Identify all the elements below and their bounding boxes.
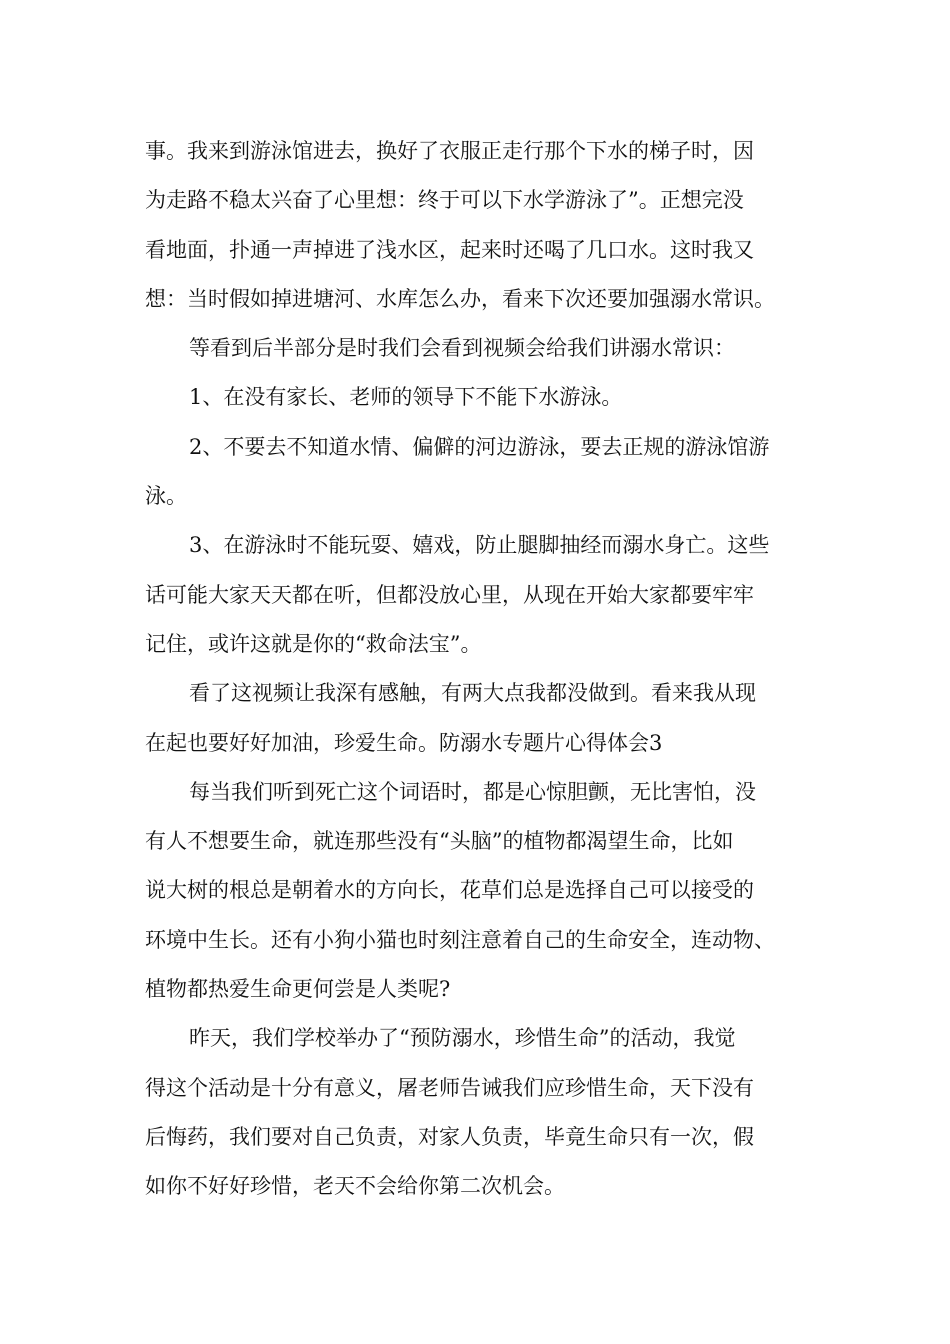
text-line: 环境中生长。还有小狗小猫也时刻注意着自己的生命安全，连动物、 xyxy=(145,927,775,952)
text-line: 得这个活动是十分有意义，屠老师告诫我们应珍惜生命，天下没有 xyxy=(145,1075,754,1100)
text-line: 1、在没有家长、老师的领导下不能下水游泳。 xyxy=(189,385,623,410)
text-line: 3、在游泳时不能玩耍、嬉戏，防止腿脚抽经而溺水身亡。这些 xyxy=(189,533,770,558)
text-line: 有人不想要生命，就连那些没有“头脑”的植物都渴望生命，比如 xyxy=(145,829,734,854)
text-line: 等看到后半部分是时我们会看到视频会给我们讲溺水常识： xyxy=(189,336,735,361)
text-line: 每当我们听到死亡这个词语时，都是心惊胆颤，无比害怕，没 xyxy=(189,779,756,804)
text-line: 话可能大家天天都在听，但都没放心里，从现在开始大家都要牢牢 xyxy=(145,582,754,607)
text-line: 想：当时假如掉进塘河、水库怎么办，看来下次还要加强溺水常识。 xyxy=(145,286,775,311)
text-line: 如你不好好珍惜，老天不会给你第二次机会。 xyxy=(145,1174,565,1199)
text-line: 看了这视频让我深有感触，有两大点我都没做到。看来我从现 xyxy=(189,681,756,706)
text-line: 为走路不稳太兴奋了心里想：终于可以下水学游泳了”。正想完没 xyxy=(145,188,744,213)
text-line: 昨天，我们学校举办了“预防溺水，珍惜生命”的活动，我觉 xyxy=(189,1026,736,1051)
text-line: 植物都热爱生命更何尝是人类呢? xyxy=(145,977,451,1002)
text-line: 泳。 xyxy=(145,484,187,509)
text-line: 在起也要好好加油，珍爱生命。防溺水专题片心得体会3 xyxy=(145,730,663,755)
text-line: 2、不要去不知道水情、偏僻的河边游泳，要去正规的游泳馆游 xyxy=(189,434,770,459)
text-line: 看地面，扑通一声掉进了浅水区，起来时还喝了几口水。这时我又 xyxy=(145,237,754,262)
text-line: 说大树的根总是朝着水的方向长，花草们总是选择自己可以接受的 xyxy=(145,878,754,903)
text-line: 事。我来到游泳馆进去，换好了衣服正走行那个下水的梯子时，因 xyxy=(145,139,754,163)
text-line: 后悔药，我们要对自己负责，对家人负责，毕竟生命只有一次，假 xyxy=(145,1124,754,1149)
document-body xyxy=(145,127,835,1212)
text-line: 记住，或许这就是你的“救命法宝”。 xyxy=(145,631,482,656)
